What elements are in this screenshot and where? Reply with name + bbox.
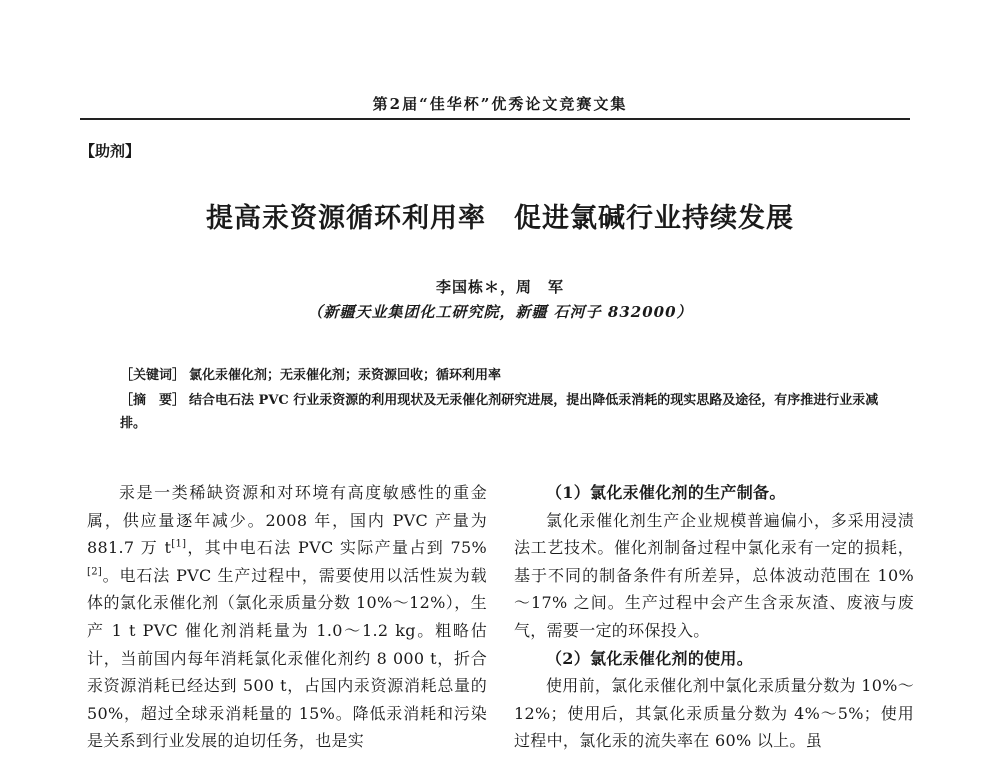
subsection-heading-1: （1）氯化汞催化剂的生产制备。 — [546, 483, 786, 502]
paper-title: 提高汞资源循环利用率 促进氯碱行业持续发展 — [206, 203, 794, 234]
right-paragraph-1: 氯化汞催化剂生产企业规模普遍偏小，多采用浸渍法工艺技术。催化剂制备过程中氯化汞有一定的损耗，基于不同的制备条件有所差异，总体波动范围在 10%～17% 之间。生产过程中会产生含汞灰渣、废液与废气，需要一定的环保投入。 — [514, 510, 914, 640]
running-header: 第2届“佳华杯”优秀论文竞赛文集 — [372, 95, 628, 113]
keywords-block — [120, 364, 890, 387]
header-rule — [80, 118, 910, 120]
keywords-label: ［关键词］ — [120, 368, 186, 383]
keywords-text: 氯化汞催化剂；无汞催化剂；汞资源回收；循环利用率 — [189, 368, 502, 383]
authors: 李国栋＊，周 军 — [435, 278, 564, 296]
abstract-text: 结合电石法 PVC 行业汞资源的利用现状及无汞催化剂研究进展，提出降低汞消耗的现实思路及途径，有序推进行业汞减排。 — [120, 393, 879, 431]
citation-1: [1] — [171, 538, 187, 550]
abstract-block — [120, 389, 890, 435]
left-paragraph — [87, 479, 487, 755]
section-tag: 【助剂】 — [80, 142, 141, 160]
left-text-a: 汞是一类稀缺资源和对环境有高度敏感性的重金属，供应量逐年减少。2008 年，国内 PVC 产量为 881.7 万 t — [87, 483, 487, 558]
left-column — [87, 479, 487, 755]
left-text-b: ，其中电石法 PVC 实际产量占到 75% — [186, 538, 488, 558]
affiliation: （新疆天业集团化工研究院，新疆 石河子 832000） — [307, 303, 693, 321]
right-paragraph-2: 使用前，氯化汞催化剂中氯化汞质量分数为 10%～12%；使用后，其氯化汞质量分数为 4%～5%；使用过程中，氯化汞的流失率在 60% 以上。虽 — [514, 676, 914, 751]
citation-2: [2] — [87, 566, 103, 578]
subsection-heading-2: （2）氯化汞催化剂的使用。 — [546, 648, 754, 668]
left-text-c: 。电石法 PVC 生产过程中，需要使用以活性炭为载体的氯化汞催化剂（氯化汞质量分数 10%～12%），生产 1 t PVC 催化剂消耗量为 1.0～1.2 kg。粗略估计，当前国内每年消耗氯化汞催化剂约 8 000 t，折合汞资源消耗已经达到 500 t，占国内汞资源消耗总量的 50%，超过全球汞消耗量的 15%。降低汞消耗和污染是关系到行业发展的迫切任务，也是实 — [87, 565, 487, 751]
right-column — [514, 479, 914, 755]
abstract-label: ［摘 要］ — [120, 393, 186, 408]
